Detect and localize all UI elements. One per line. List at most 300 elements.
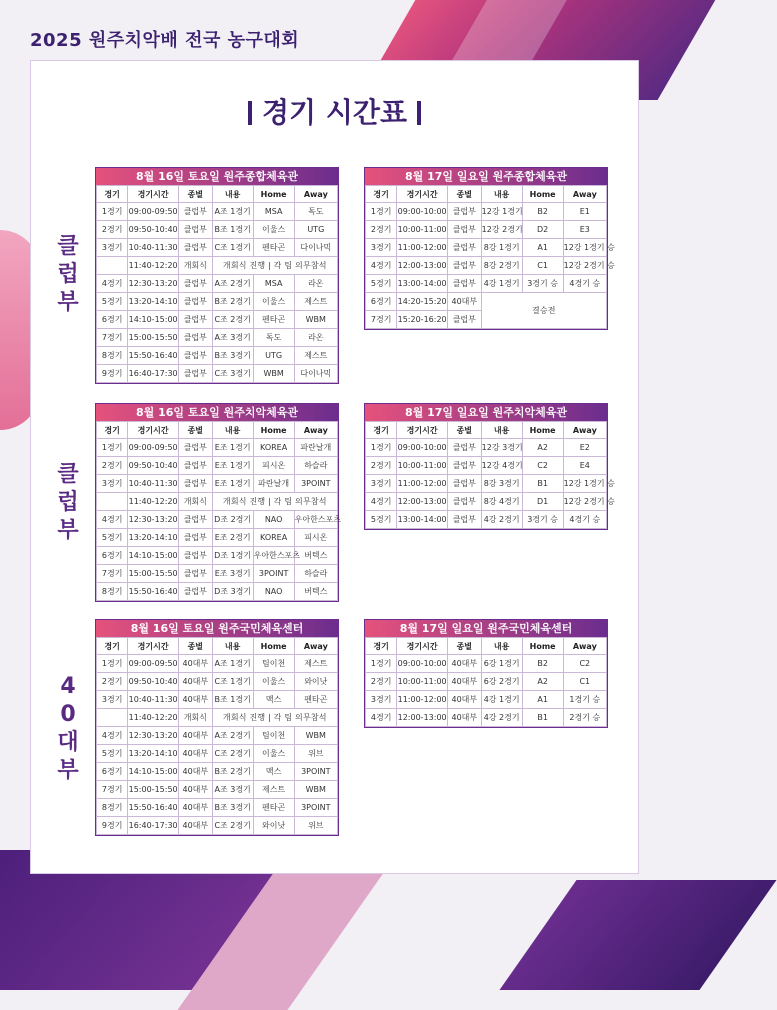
table-cell: 2경기 승 <box>563 709 606 727</box>
column-header: 경기시간 <box>128 186 179 203</box>
table-row <box>97 745 338 763</box>
column-header: 경기 <box>97 638 128 655</box>
table-cell: E조 1경기 <box>212 439 253 457</box>
table-cell: 4경기 승 <box>563 511 606 529</box>
table-cell: 클럽부 <box>447 439 481 457</box>
column-header: 경기 <box>366 422 397 439</box>
table-cell: 4강 1경기 <box>481 275 522 293</box>
table-cell: 40대부 <box>178 799 212 817</box>
table-cell: C조 3경기 <box>212 365 253 383</box>
table-cell: 12:00-13:00 <box>397 709 448 727</box>
table-cell: 13:00-14:00 <box>397 275 448 293</box>
table-cell: B조 2경기 <box>212 763 253 781</box>
section-label-char: 클 <box>57 462 79 487</box>
schedule-header: 8월 16일 토요일 원주종합체육관 <box>96 168 338 185</box>
table-cell: 클럽부 <box>447 511 481 529</box>
table-cell: 파란날개 <box>253 475 294 493</box>
table-cell: WBM <box>294 311 337 329</box>
table-cell: 10:40-11:30 <box>128 475 179 493</box>
table-cell: 40대부 <box>447 293 481 311</box>
table-cell: 클럽부 <box>178 329 212 347</box>
table-row <box>97 799 338 817</box>
table-cell: B조 1경기 <box>212 221 253 239</box>
table-cell: 12강 1경기 <box>481 203 522 221</box>
table-cell: 09:50-10:40 <box>128 221 179 239</box>
table-cell: 3경기 <box>97 475 128 493</box>
table-cell: 11:00-12:00 <box>397 475 448 493</box>
table-cell: B1 <box>522 475 563 493</box>
section-label-char: 럽 <box>57 262 79 287</box>
schedule-table <box>96 637 338 835</box>
column-header: Home <box>253 638 294 655</box>
table-cell: 10:40-11:30 <box>128 691 179 709</box>
table-row <box>97 727 338 745</box>
table-cell: 클럽부 <box>447 311 481 329</box>
table-cell: 12:30-13:20 <box>128 511 179 529</box>
table-cell: 12강 2경기 승 <box>563 493 606 511</box>
table-cell: 와이낫 <box>253 817 294 835</box>
table-cell: C1 <box>563 673 606 691</box>
table-cell: 09:00-09:50 <box>128 439 179 457</box>
table-cell: 8경기 <box>97 347 128 365</box>
table-cell: 3경기 <box>366 239 397 257</box>
table-cell: C2 <box>522 457 563 475</box>
table-row <box>97 493 338 511</box>
table-cell: UTG <box>294 221 337 239</box>
table-cell: 클럽부 <box>447 475 481 493</box>
table-cell: 4경기 <box>366 709 397 727</box>
schedule-table <box>96 185 338 383</box>
table-cell: 피시온 <box>294 529 337 547</box>
schedule-table-frame <box>364 167 615 330</box>
table-cell <box>97 257 128 275</box>
column-header: 종별 <box>178 186 212 203</box>
table-cell: A조 1경기 <box>212 203 253 221</box>
table-cell: 3경기 승 <box>522 511 563 529</box>
table-cell: 펜타곤 <box>294 691 337 709</box>
table-cell: 클럽부 <box>178 203 212 221</box>
schedule-table-frame <box>95 619 339 836</box>
section-label-char: 부 <box>57 290 79 315</box>
table-cell: 클럽부 <box>447 221 481 239</box>
table-cell: 3경기 <box>366 691 397 709</box>
column-header: 경기시간 <box>397 186 448 203</box>
table-cell: 1경기 <box>366 203 397 221</box>
table-cell: 40대부 <box>178 763 212 781</box>
table-cell: B조 1경기 <box>212 691 253 709</box>
table-cell: 1경기 <box>97 203 128 221</box>
table-cell: 12강 2경기 <box>481 221 522 239</box>
table-cell: A조 3경기 <box>212 329 253 347</box>
table-cell: 6경기 <box>97 547 128 565</box>
section-label-char: 대 <box>57 730 79 755</box>
table-cell-merged: 개회식 진행 | 각 팀 의무참석 <box>212 493 337 511</box>
table-cell: 11:40-12:20 <box>128 257 179 275</box>
title-bar-left <box>248 101 252 125</box>
table-cell: 클럽부 <box>447 457 481 475</box>
table-cell: 2경기 <box>366 673 397 691</box>
title-bar-right <box>417 101 421 125</box>
table-row <box>366 203 607 221</box>
table-cell: 40대부 <box>447 655 481 673</box>
table-cell: 6경기 <box>97 311 128 329</box>
table-cell: A2 <box>522 439 563 457</box>
table-cell: 클럽부 <box>447 493 481 511</box>
table-cell: 하슬라 <box>294 565 337 583</box>
table-cell: 40대부 <box>178 781 212 799</box>
table-header-row <box>97 186 338 203</box>
table-cell: NAO <box>253 583 294 601</box>
table-cell: 4경기 <box>97 727 128 745</box>
table-cell: 클럽부 <box>178 511 212 529</box>
table-cell: 클럽부 <box>178 311 212 329</box>
table-cell: 15:20-16:20 <box>397 311 448 329</box>
table-cell: 위브 <box>294 817 337 835</box>
table-cell: 클럽부 <box>178 565 212 583</box>
column-header: 종별 <box>447 422 481 439</box>
table-cell: 제스트 <box>294 347 337 365</box>
table-cell-merged: 개회식 진행 | 각 팀 의무참석 <box>212 257 337 275</box>
table-row <box>97 475 338 493</box>
table-row <box>97 673 338 691</box>
table-cell: 4경기 <box>97 511 128 529</box>
table-cell: 3경기 승 <box>522 275 563 293</box>
schedule-table-frame <box>364 619 608 728</box>
table-row <box>97 203 338 221</box>
table-cell: MSA <box>253 203 294 221</box>
table-cell: 15:50-16:40 <box>128 583 179 601</box>
section-label-char: 럽 <box>57 490 79 515</box>
table-cell: E조 1경기 <box>212 457 253 475</box>
table-cell: 8경기 <box>97 583 128 601</box>
table-cell: KOREA <box>253 439 294 457</box>
table-cell: 개회식 <box>178 257 212 275</box>
table-cell <box>97 709 128 727</box>
table-cell: 6강 2경기 <box>481 673 522 691</box>
table-cell: 12강 4경기 <box>481 457 522 475</box>
table-cell: 4경기 <box>366 493 397 511</box>
table-cell: A조 3경기 <box>212 781 253 799</box>
table-row <box>366 275 607 293</box>
table-row <box>366 439 607 457</box>
table-cell: 09:00-10:00 <box>397 439 448 457</box>
section-label-char: 클 <box>57 234 79 259</box>
table-cell: 13:20-14:10 <box>128 529 179 547</box>
table-cell: 클럽부 <box>447 203 481 221</box>
table-cell: 클럽부 <box>447 239 481 257</box>
table-header-row <box>97 422 338 439</box>
table-cell: 14:10-15:00 <box>128 763 179 781</box>
section-label-club-2 <box>53 461 83 545</box>
table-cell: 이울스 <box>253 745 294 763</box>
table-cell: 클럽부 <box>178 275 212 293</box>
table-cell: 클럽부 <box>178 439 212 457</box>
table-row <box>97 365 338 383</box>
schedule-table <box>365 637 607 727</box>
column-header: 경기 <box>366 186 397 203</box>
table-cell: 15:00-15:50 <box>128 565 179 583</box>
table-cell: 9경기 <box>97 817 128 835</box>
table-cell: 4경기 승 <box>563 275 606 293</box>
table-cell <box>97 493 128 511</box>
table-cell: 5경기 <box>97 745 128 763</box>
column-header: 경기시간 <box>128 422 179 439</box>
table-cell: 2경기 <box>97 221 128 239</box>
table-row <box>97 257 338 275</box>
table-cell: A1 <box>522 691 563 709</box>
column-header: Away <box>563 638 606 655</box>
table-cell-merged: 결승전 <box>481 293 606 329</box>
schedule-header: 8월 17일 일요일 원주종합체육관 <box>365 168 607 185</box>
table-cell: 8강 1경기 <box>481 239 522 257</box>
table-row <box>366 673 607 691</box>
table-cell: 40대부 <box>447 691 481 709</box>
schedule-block-aug16-chiak <box>95 403 339 602</box>
table-row <box>97 817 338 835</box>
table-cell: 09:50-10:40 <box>128 457 179 475</box>
table-cell: 버텍스 <box>294 583 337 601</box>
table-cell: 11:40-12:20 <box>128 493 179 511</box>
table-cell: 1경기 <box>97 655 128 673</box>
table-row <box>366 221 607 239</box>
table-cell: 펜타곤 <box>253 799 294 817</box>
column-header: Home <box>253 422 294 439</box>
column-header: Away <box>563 422 606 439</box>
table-cell: 5경기 <box>366 511 397 529</box>
table-cell: E조 3경기 <box>212 565 253 583</box>
table-cell: 우아한스포츠 <box>294 511 337 529</box>
table-cell: 3POINT <box>294 763 337 781</box>
table-cell: 3경기 <box>97 691 128 709</box>
column-header: 내용 <box>212 186 253 203</box>
table-cell: 9경기 <box>97 365 128 383</box>
table-row <box>366 293 607 311</box>
table-cell: 라온 <box>294 275 337 293</box>
table-cell: 15:50-16:40 <box>128 799 179 817</box>
table-cell: A조 2경기 <box>212 275 253 293</box>
table-cell: 5경기 <box>366 275 397 293</box>
column-header: 종별 <box>447 186 481 203</box>
table-cell: 09:50-10:40 <box>128 673 179 691</box>
table-cell: 09:00-10:00 <box>397 203 448 221</box>
table-cell: B1 <box>522 709 563 727</box>
table-row <box>366 691 607 709</box>
table-cell: 이울스 <box>253 221 294 239</box>
table-row <box>97 239 338 257</box>
table-cell: 6경기 <box>97 763 128 781</box>
table-row <box>366 475 607 493</box>
table-cell: 10:00-11:00 <box>397 221 448 239</box>
table-cell: 제스트 <box>294 293 337 311</box>
table-cell: WBM <box>294 727 337 745</box>
table-cell: B2 <box>522 203 563 221</box>
table-cell: 클럽부 <box>447 257 481 275</box>
table-cell: 13:00-14:00 <box>397 511 448 529</box>
table-cell: 09:00-10:00 <box>397 655 448 673</box>
table-cell: 이울스 <box>253 293 294 311</box>
table-cell: 12강 1경기 승 <box>563 475 606 493</box>
table-cell: 7경기 <box>97 329 128 347</box>
column-header: 내용 <box>481 186 522 203</box>
table-cell: 13:20-14:10 <box>128 745 179 763</box>
column-header: Away <box>294 638 337 655</box>
table-cell: C조 1경기 <box>212 239 253 257</box>
table-cell: 클럽부 <box>178 547 212 565</box>
table-cell: C조 2경기 <box>212 311 253 329</box>
column-header: 경기 <box>97 186 128 203</box>
table-cell: 12:30-13:20 <box>128 275 179 293</box>
table-cell: 4경기 <box>366 257 397 275</box>
table-cell: 3POINT <box>294 799 337 817</box>
table-cell: WBM <box>294 781 337 799</box>
table-cell: 10:40-11:30 <box>128 239 179 257</box>
table-row <box>97 763 338 781</box>
page-title-text: 경기 시간표 <box>262 96 407 129</box>
schedule-table-frame <box>95 167 339 384</box>
column-header: Home <box>522 638 563 655</box>
table-cell: 클럽부 <box>178 365 212 383</box>
table-cell: KOREA <box>253 529 294 547</box>
table-cell: WBM <box>253 365 294 383</box>
table-row <box>97 511 338 529</box>
table-cell: 12강 2경기 승 <box>563 257 606 275</box>
table-cell: C2 <box>563 655 606 673</box>
table-row <box>366 457 607 475</box>
table-cell: 7경기 <box>366 311 397 329</box>
schedule-header: 8월 16일 토요일 원주국민체육센터 <box>96 620 338 637</box>
column-header: Away <box>294 422 337 439</box>
column-header: 내용 <box>212 638 253 655</box>
table-cell: 1경기 <box>366 439 397 457</box>
table-cell: 3경기 <box>366 475 397 493</box>
table-cell: 하슬라 <box>294 457 337 475</box>
table-cell: 12:00-13:00 <box>397 493 448 511</box>
table-row <box>97 583 338 601</box>
table-header-row <box>97 638 338 655</box>
schedule-table <box>365 421 615 529</box>
table-cell: 40대부 <box>178 817 212 835</box>
table-cell: 이울스 <box>253 673 294 691</box>
table-cell: 10:00-11:00 <box>397 673 448 691</box>
table-row <box>97 547 338 565</box>
table-cell: 팀이천 <box>253 655 294 673</box>
table-cell: E조 1경기 <box>212 475 253 493</box>
table-cell: 40대부 <box>178 745 212 763</box>
table-cell: 1경기 <box>97 439 128 457</box>
table-cell: 4강 2경기 <box>481 709 522 727</box>
schedule-table-frame <box>364 403 615 530</box>
table-row <box>97 655 338 673</box>
section-label-char: 0 <box>60 702 76 727</box>
table-cell: 8경기 <box>97 799 128 817</box>
column-header: 경기시간 <box>128 638 179 655</box>
table-cell: 독도 <box>253 329 294 347</box>
table-row <box>97 311 338 329</box>
column-header: Home <box>522 186 563 203</box>
table-cell: 7경기 <box>97 565 128 583</box>
table-cell: 2경기 <box>97 457 128 475</box>
table-cell: 펜타곤 <box>253 239 294 257</box>
table-cell: 16:40-17:30 <box>128 365 179 383</box>
table-cell: D조 1경기 <box>212 547 253 565</box>
table-cell: 14:10-15:00 <box>128 311 179 329</box>
column-header: 내용 <box>212 422 253 439</box>
table-row <box>366 239 607 257</box>
table-cell: NAO <box>253 511 294 529</box>
table-cell: D조 3경기 <box>212 583 253 601</box>
table-cell: 클럽부 <box>178 583 212 601</box>
schedule-block-aug17-jonghap <box>364 167 615 330</box>
table-cell: 40대부 <box>447 673 481 691</box>
table-cell: 14:20-15:20 <box>397 293 448 311</box>
table-cell: 클럽부 <box>178 475 212 493</box>
table-cell: 맥스 <box>253 763 294 781</box>
table-row <box>97 781 338 799</box>
table-cell: 4경기 <box>97 275 128 293</box>
table-cell: 5경기 <box>97 293 128 311</box>
table-cell: 클럽부 <box>447 275 481 293</box>
table-cell: 12강 1경기 승 <box>563 239 606 257</box>
table-cell: 8강 3경기 <box>481 475 522 493</box>
column-header: 종별 <box>178 638 212 655</box>
table-cell: B조 3경기 <box>212 799 253 817</box>
table-cell: 개회식 <box>178 493 212 511</box>
table-cell: 펜타곤 <box>253 311 294 329</box>
table-cell: 3경기 <box>97 239 128 257</box>
schedule-table-frame <box>95 403 339 602</box>
table-cell: 15:00-15:50 <box>128 781 179 799</box>
table-cell: 11:00-12:00 <box>397 239 448 257</box>
schedule-table <box>365 185 615 329</box>
table-cell: 6경기 <box>366 293 397 311</box>
table-cell: 4강 2경기 <box>481 511 522 529</box>
table-cell: 09:00-09:50 <box>128 655 179 673</box>
table-header-row <box>366 422 607 439</box>
column-header: 경기 <box>97 422 128 439</box>
table-cell: 3POINT <box>253 565 294 583</box>
table-cell: 8강 2경기 <box>481 257 522 275</box>
table-cell: E2 <box>563 439 606 457</box>
section-label-40s <box>53 673 83 785</box>
table-cell: 12강 3경기 <box>481 439 522 457</box>
table-cell: B2 <box>522 655 563 673</box>
table-cell: D조 2경기 <box>212 511 253 529</box>
table-cell: 2경기 <box>366 221 397 239</box>
column-header: 종별 <box>178 422 212 439</box>
table-cell: E4 <box>563 457 606 475</box>
table-cell: 15:50-16:40 <box>128 347 179 365</box>
table-cell: E3 <box>563 221 606 239</box>
table-cell: 14:10-15:00 <box>128 547 179 565</box>
table-row <box>366 257 607 275</box>
table-cell: 피시온 <box>253 457 294 475</box>
table-cell: 11:00-12:00 <box>397 691 448 709</box>
table-cell: 클럽부 <box>178 239 212 257</box>
table-cell: 클럽부 <box>178 529 212 547</box>
table-cell: 맥스 <box>253 691 294 709</box>
table-row <box>97 329 338 347</box>
column-header: Home <box>253 186 294 203</box>
table-row <box>97 221 338 239</box>
table-cell: A조 2경기 <box>212 727 253 745</box>
schedule-block-aug16-gukmin <box>95 619 339 836</box>
table-cell: 11:40-12:20 <box>128 709 179 727</box>
table-cell: 파란날개 <box>294 439 337 457</box>
table-cell: 다이나믹 <box>294 239 337 257</box>
table-cell: 제스트 <box>294 655 337 673</box>
schedule-block-aug17-chiak <box>364 403 615 530</box>
table-row <box>97 347 338 365</box>
